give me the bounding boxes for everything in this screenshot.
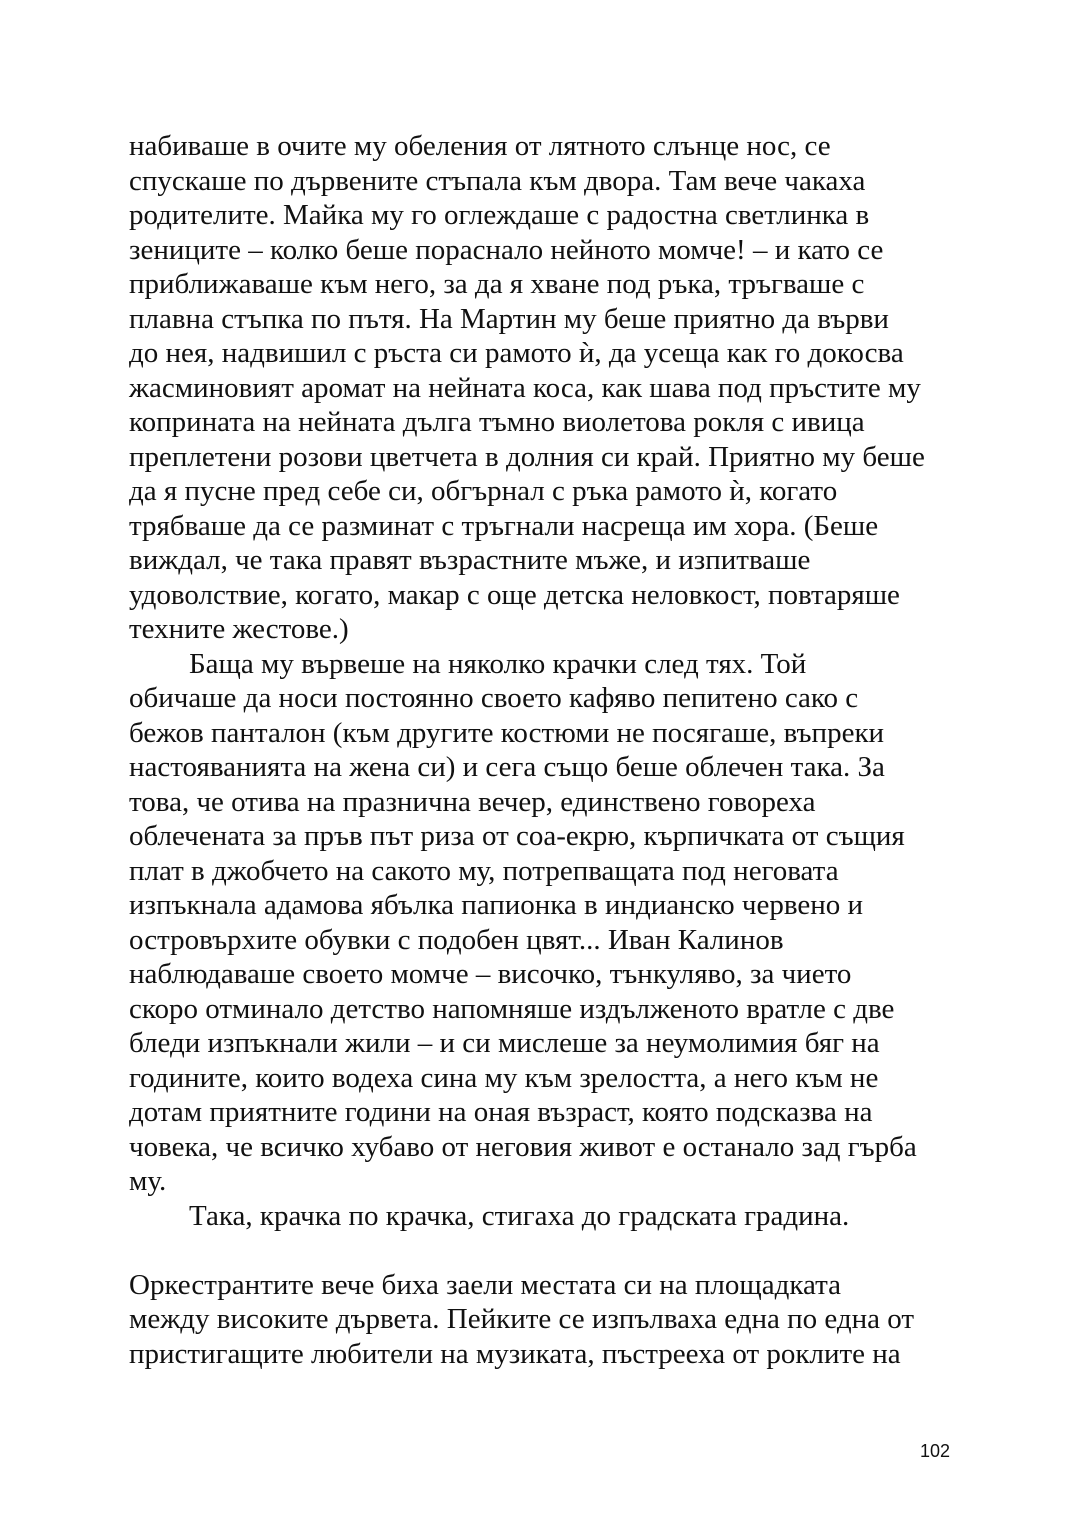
text-line-12: трябваше да се разминат с тръгнали насреща им хора. (Беше	[129, 509, 879, 542]
text-line-1: набиваше в очите му обеления от лятното слънце нос, се	[129, 130, 831, 162]
text-line-34: между високите дървета. Пейките се изпълваха една по една от	[129, 1303, 915, 1335]
text-line-3: родителите. Майка му го оглеждаше с радостна светлинка в	[129, 199, 870, 231]
text-line-7: до нея, надвишил с ръста си рамото ѝ, да усеща как го докосва	[129, 337, 904, 369]
text-line-23: изпъкнала адамова ябълка папионка в индианско червено и	[129, 889, 864, 921]
text-line-17: обичаше да носи постоянно своето кафяво пепитено сако с	[129, 682, 859, 714]
text-line-5: приближаваше към него, за да я хване под ръка, тръгваше с	[129, 268, 865, 300]
text-line-31: му.	[129, 1165, 167, 1197]
text-line-30: човека, че всичко хубаво от неговия живот е останало зад гърба	[129, 1130, 917, 1163]
text-line-6: плавна стъпка по пътя. На Мартин му беше приятно да върви	[129, 302, 889, 335]
text-line-11: да я пусне пред себе си, обгърнал с ръка рамото ѝ, когато	[129, 475, 838, 507]
text-line-26: скоро отминало детство напомняше издълженото вратле с две	[129, 992, 895, 1025]
text-line-4: зениците – колко беше порасналo нейното момче! – и като се	[129, 233, 884, 266]
text-line-35: пристигащите любители на музиката, пъстрееха от роклите на	[129, 1337, 901, 1370]
text-line-24: островърхите обувки с подобен цвят... Иван Калинов	[129, 923, 784, 956]
text-line-32: Така, крачка по крачка, стигаха до градската градина.	[189, 1199, 850, 1232]
text-line-28: годините, които водеха сина му към зрелостта, а него към не	[129, 1061, 879, 1094]
text-line-8: жасминовият аромат на нейната коса, как шава под пръстите му	[129, 371, 921, 404]
text-line-14: удоволствие, когато, макар с още детска неловкост, повтаряше	[129, 578, 900, 611]
text-line-25: наблюдаваше своето момче – височко, тънкуляво, за чието	[129, 958, 852, 990]
text-line-2: спускаше по дървените стъпала към двора. Там вече чакаха	[129, 164, 866, 197]
text-line-20: това, че отива на празнична вечер, единствено говореха	[129, 785, 816, 818]
body-text	[129, 129, 969, 1371]
text-line-9: коприната на нейната дълга тъмно виолетова рокля с ивица	[129, 406, 865, 438]
text-line-16: Бащa му вървеше на няколко крачки след тях. Той	[189, 647, 807, 680]
text-line-21: облечената за пръв път риза от соа-екрю, кърпичката от същия	[129, 820, 905, 852]
text-line-15: техните жестове.)	[129, 613, 349, 645]
text-line-13: виждал, че така правят възрастните мъже, и изпитваше	[129, 544, 811, 576]
text-line-22: плат в джобчето на сакото му, потрепващата под неговата	[129, 854, 839, 887]
text-line-29: дотам приятните години на оная възраст, която подсказва на	[129, 1096, 873, 1128]
text-line-33: Оркестрантите вече биха заели местата си на площадката	[129, 1268, 842, 1301]
text-line-18: бежов панталон (към другите костюми не посягаше, въпреки	[129, 716, 885, 749]
paragraph-gap	[129, 1233, 969, 1268]
text-line-19: настояванията на жена си) и сега също беше облечен така. За	[129, 751, 885, 783]
text-line-27: бледи изпъкнали жили – и си мислеше за неумолимия бяг на	[129, 1027, 880, 1059]
text-line-10: преплетени розови цветчета в долния си край. Приятно му беше	[129, 440, 925, 473]
page-number: 102	[919, 1441, 950, 1461]
